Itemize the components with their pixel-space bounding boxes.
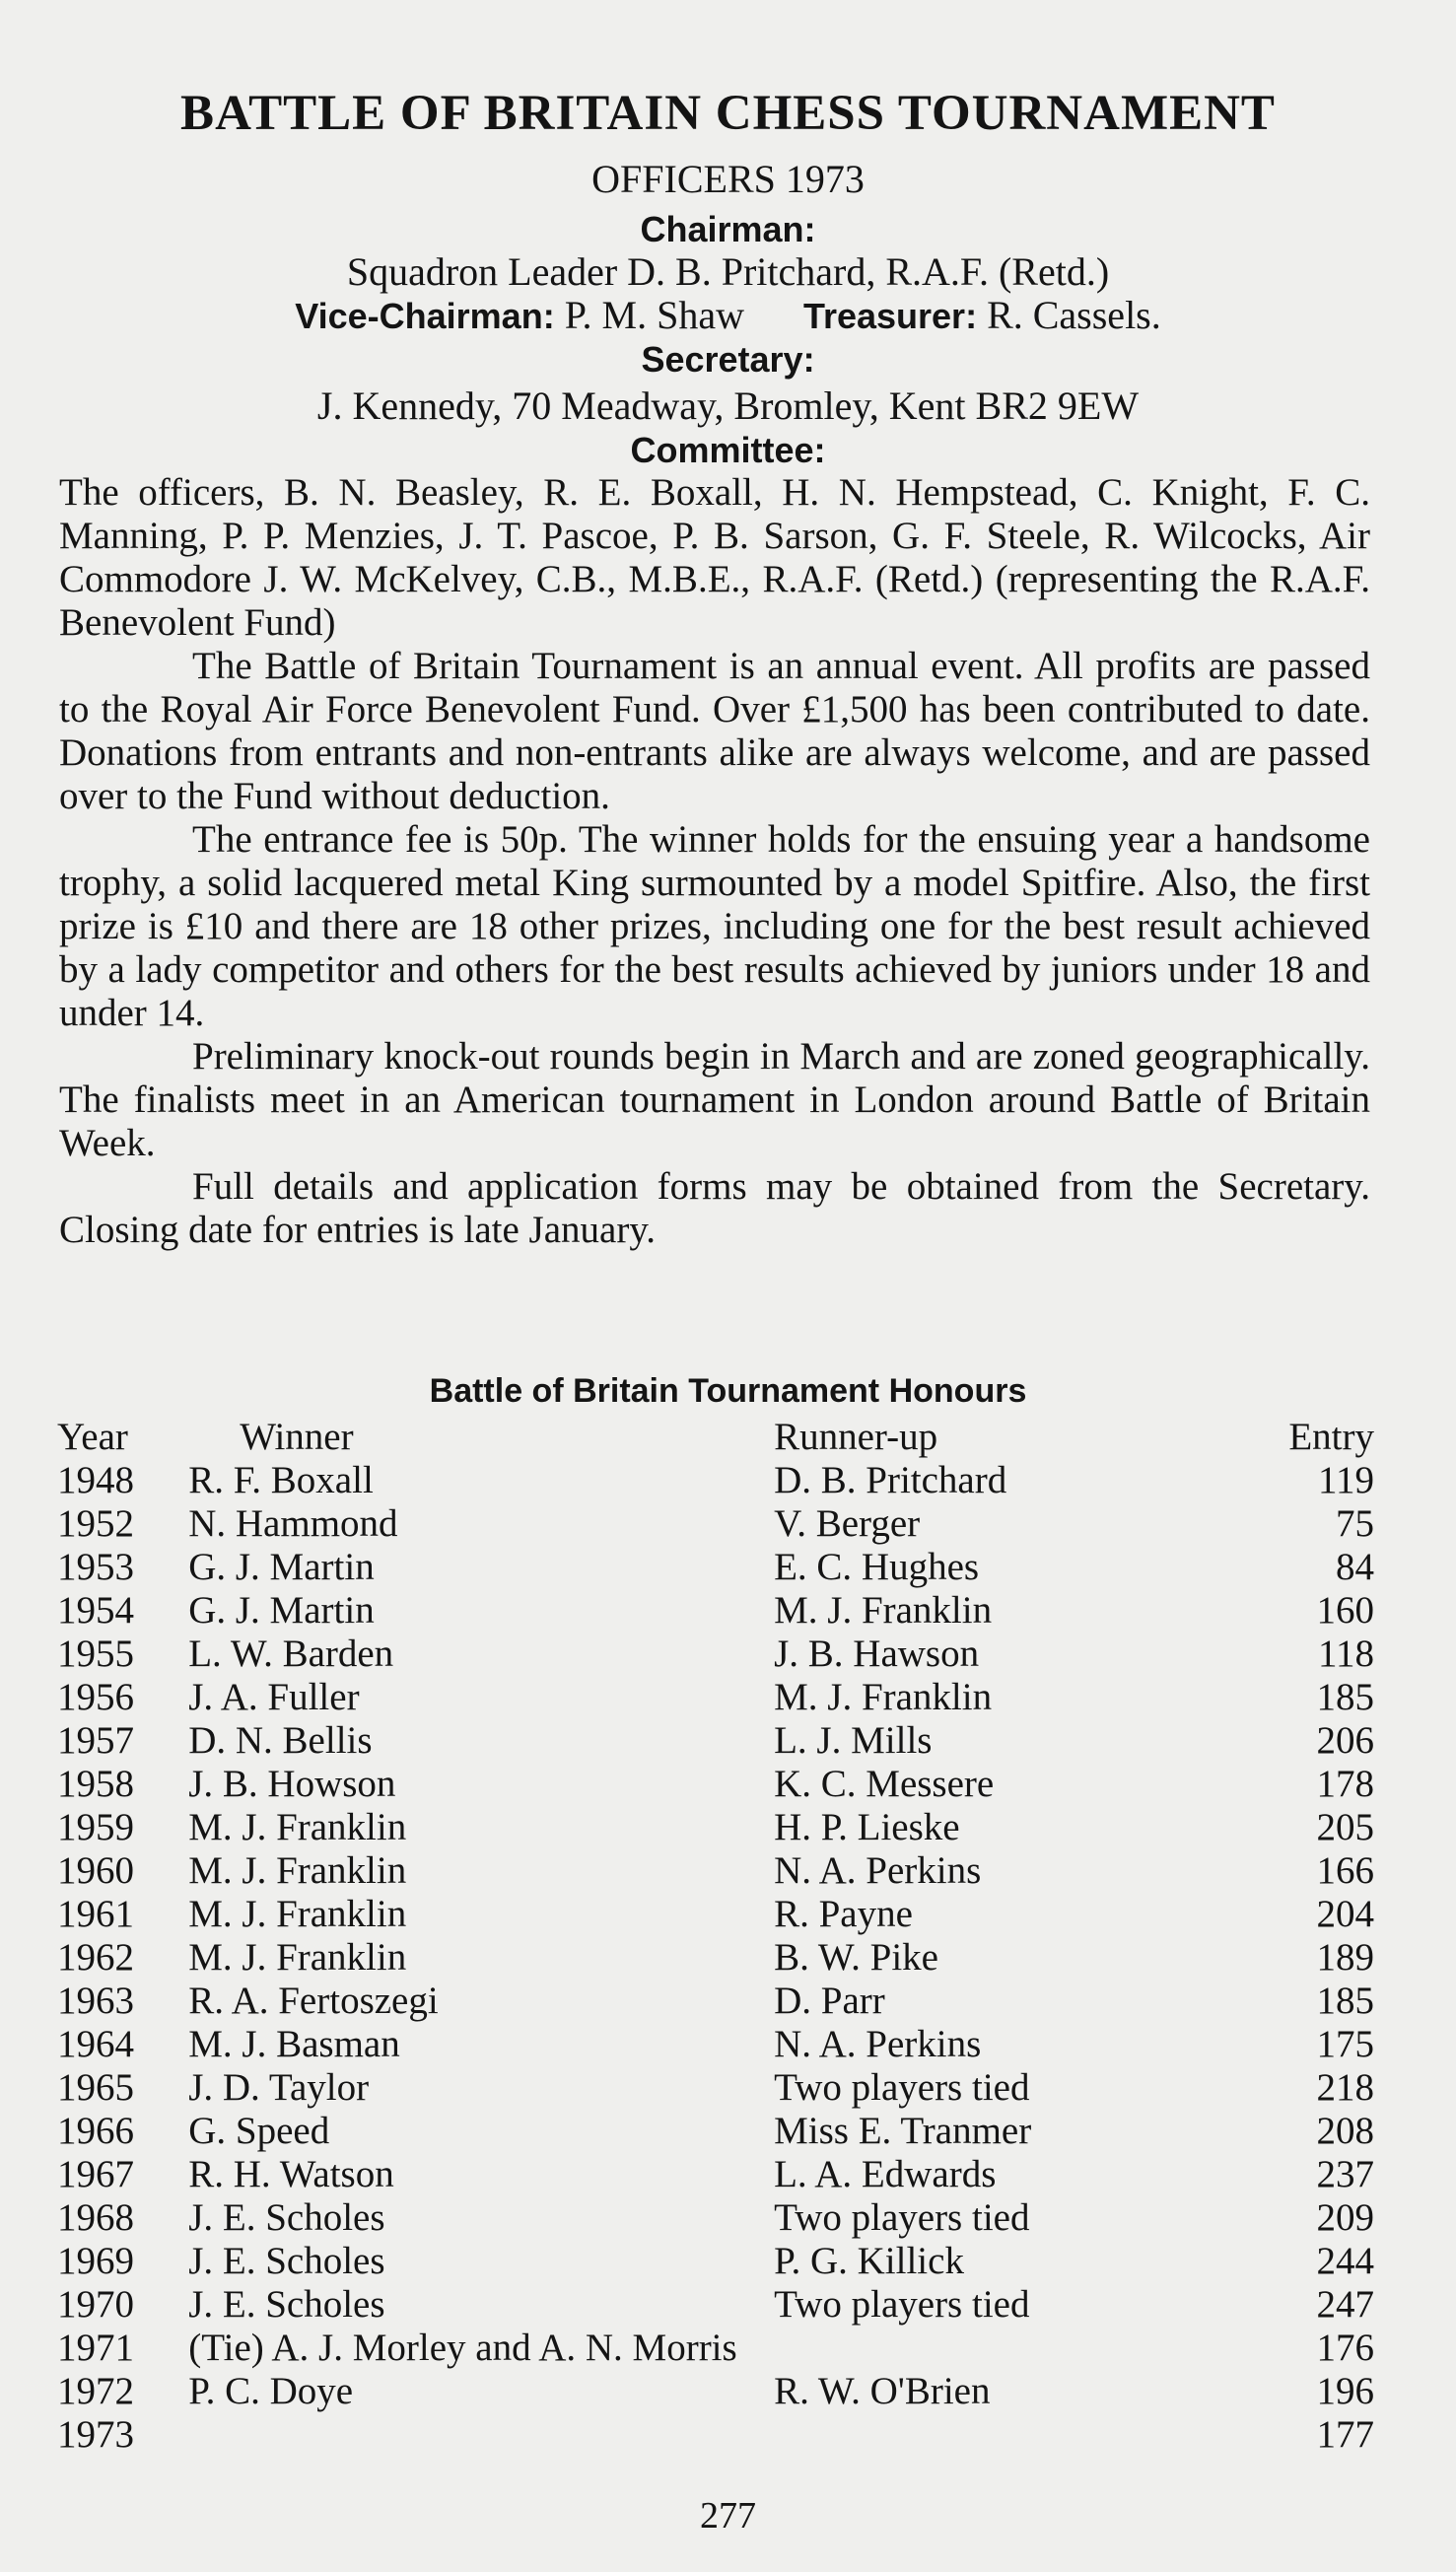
cell-entry: 119: [1317, 1459, 1374, 1501]
secretary-label: [0, 337, 1456, 382]
cell-entry: 166: [1316, 1849, 1374, 1892]
cell-year: 1954: [57, 1589, 134, 1632]
table-row: [57, 1546, 1374, 1589]
cell-year: 1966: [57, 2110, 134, 2152]
cell-year: 1948: [57, 1459, 134, 1501]
table-row: [57, 1893, 1374, 1936]
cell-entry: 237: [1316, 2153, 1374, 2195]
cell-year: 1960: [57, 1849, 134, 1892]
table-row: [57, 2370, 1374, 2413]
header-runner-up: Runner-up: [774, 1416, 938, 1458]
secretary-label-text: Secretary:: [641, 339, 815, 380]
cell-runner-up: N. A. Perkins: [774, 1849, 982, 1892]
cell-winner: N. Hammond: [188, 1502, 398, 1545]
cell-winner: M. J. Franklin: [188, 1893, 407, 1935]
cell-year: 1973: [57, 2413, 134, 2456]
cell-year: 1959: [57, 1806, 134, 1848]
page-number: 277: [700, 2495, 756, 2537]
header-entry: Entry: [1288, 1416, 1374, 1458]
cell-entry: 204: [1316, 1893, 1374, 1935]
cell-year: 1967: [57, 2153, 134, 2195]
chairman-label: [0, 207, 1456, 251]
honours-table: [57, 1416, 1374, 2457]
cell-entry: 160: [1316, 1589, 1374, 1632]
cell-entry: 185: [1316, 1980, 1374, 2022]
vice-chairman-name: P. M. Shaw: [564, 293, 744, 337]
cell-entry: 185: [1316, 1676, 1374, 1718]
cell-runner-up: E. C. Hughes: [774, 1546, 980, 1588]
cell-runner-up: L. A. Edwards: [774, 2153, 997, 2195]
table-row: [57, 1936, 1374, 1980]
table-row: [57, 1589, 1374, 1633]
cell-year: 1963: [57, 1980, 134, 2022]
header-year: Year: [57, 1416, 128, 1458]
cell-year: 1964: [57, 2023, 134, 2065]
cell-runner-up: D. B. Pritchard: [774, 1459, 1007, 1501]
cell-winner: M. J. Franklin: [188, 1849, 407, 1892]
cell-winner: J. D. Taylor: [188, 2066, 370, 2109]
cell-winner: J. E. Scholes: [188, 2283, 385, 2326]
cell-winner: D. N. Bellis: [188, 1719, 373, 1762]
honours-title: Battle of Britain Tournament Honours: [429, 1372, 1027, 1410]
cell-runner-up: Two players tied: [774, 2283, 1030, 2326]
paragraph: The Battle of Britain Tournament is an annual event. All profits are passed to the Royal Air Force Benevolent Fund. Over £1,500 has been contributed to date. Donations from entrants and non-entrants alike are always welcome, and are passed over to the Fund without deduction.: [59, 645, 1370, 817]
table-row: [57, 1849, 1374, 1893]
cell-year: 1961: [57, 1893, 134, 1935]
cell-year: 1968: [57, 2196, 134, 2239]
table-row: [57, 2240, 1374, 2283]
cell-runner-up: J. B. Hawson: [774, 1633, 980, 1675]
honours-header-row: [57, 1416, 1374, 1459]
table-row: [57, 1806, 1374, 1849]
paragraph: The entrance fee is 50p. The winner holds for the ensuing year a handsome trophy, a solid lacquered metal King surmounted by a model Spitfire. Also, the first prize is £10 and there are 18 other prizes, including one for the best result achieved by a lady competitor and others for the best results achieved by juniors under 18 and under 14.: [59, 818, 1370, 1034]
cell-runner-up: Two players tied: [774, 2196, 1030, 2239]
cell-year: 1956: [57, 1676, 134, 1718]
cell-year: 1957: [57, 1719, 134, 1762]
chairman-label-text: Chairman:: [640, 209, 816, 249]
cell-entry: 178: [1316, 1763, 1374, 1805]
cell-runner-up: D. Parr: [774, 1980, 885, 2022]
table-row: [57, 2023, 1374, 2066]
vice-treasurer-line: [0, 294, 1456, 338]
cell-entry: 177: [1316, 2413, 1374, 2456]
cell-runner-up: M. J. Franklin: [774, 1676, 993, 1718]
cell-winner: P. C. Doye: [188, 2370, 354, 2412]
cell-winner: G. J. Martin: [188, 1546, 375, 1588]
table-row: [57, 1763, 1374, 1806]
cell-year: 1952: [57, 1502, 134, 1545]
committee-text: The officers, B. N. Beasley, R. E. Boxall, H. N. Hempstead, C. Knight, F. C. Manning, P. P. Menzies, J. T. Pascoe, P. B. Sarson, G. F. Steele, R. Wilcocks, Air Commodore J. W. McKelvey, C.B., M.B.E., R.A.F. (Retd.) (representing the R.A.F. Benevolent Fund): [59, 471, 1370, 644]
table-row: [57, 2283, 1374, 2327]
cell-entry: 75: [1336, 1502, 1374, 1545]
cell-entry: 175: [1316, 2023, 1374, 2065]
cell-runner-up: R. Payne: [774, 1893, 913, 1935]
committee-label-text: Committee:: [630, 430, 826, 470]
table-row: [57, 2196, 1374, 2240]
cell-runner-up: K. C. Messere: [774, 1763, 995, 1805]
cell-year: 1971: [57, 2327, 134, 2369]
page-title: BATTLE OF BRITAIN CHESS TOURNAMENT: [180, 86, 1276, 141]
cell-winner: R. A. Fertoszegi: [188, 1980, 439, 2022]
cell-winner: G. J. Martin: [188, 1589, 375, 1632]
chairman-name: Squadron Leader D. B. Pritchard, R.A.F. (Retd.): [346, 249, 1110, 294]
cell-entry: 118: [1317, 1633, 1374, 1675]
paragraph: Preliminary knock-out rounds begin in March and are zoned geographically. The finalists meet in an American tournament in London around Battle of Britain Week.: [59, 1035, 1370, 1164]
cell-year: 1955: [57, 1633, 134, 1675]
cell-entry: 205: [1316, 1806, 1374, 1848]
cell-year: 1970: [57, 2283, 134, 2326]
cell-year: 1972: [57, 2370, 134, 2412]
cell-winner: M. J. Franklin: [188, 1806, 407, 1848]
cell-winner: M. J. Basman: [188, 2023, 400, 2065]
cell-year: 1953: [57, 1546, 134, 1588]
table-row: [57, 1676, 1374, 1719]
cell-runner-up: Two players tied: [774, 2066, 1030, 2109]
cell-runner-up: L. J. Mills: [774, 1719, 933, 1762]
table-row: [57, 2110, 1374, 2153]
cell-runner-up: [774, 2413, 1288, 2457]
cell-winner: [188, 2413, 774, 2457]
body-text: [59, 471, 1370, 1252]
cell-runner-up: V. Berger: [774, 1502, 921, 1545]
cell-year: 1958: [57, 1763, 134, 1805]
cell-year: 1969: [57, 2240, 134, 2282]
table-row: [57, 2153, 1374, 2196]
cell-winner: L. W. Barden: [188, 1633, 394, 1675]
committee-label: [0, 428, 1456, 472]
table-row: [57, 1633, 1374, 1676]
cell-entry: 244: [1316, 2240, 1374, 2282]
cell-runner-up: R. W. O'Brien: [774, 2370, 991, 2412]
table-row: [57, 2413, 1374, 2457]
cell-winner: (Tie) A. J. Morley and A. N. Morris: [188, 2327, 737, 2369]
officers-heading: OFFICERS 1973: [591, 157, 865, 201]
header-winner: Winner: [240, 1416, 354, 1458]
cell-winner: J. A. Fuller: [188, 1676, 360, 1718]
cell-entry: 189: [1316, 1936, 1374, 1979]
treasurer-label: Treasurer:: [802, 296, 978, 336]
cell-winner: G. Speed: [188, 2110, 330, 2152]
table-row: [57, 2066, 1374, 2110]
cell-entry: 196: [1316, 2370, 1374, 2412]
cell-entry: 208: [1316, 2110, 1374, 2152]
table-row: [57, 1459, 1374, 1502]
cell-runner-up: B. W. Pike: [774, 1936, 938, 1979]
cell-entry: 206: [1316, 1719, 1374, 1762]
table-row: [57, 1719, 1374, 1763]
cell-runner-up: M. J. Franklin: [774, 1589, 993, 1632]
cell-winner: J. B. Howson: [188, 1763, 396, 1805]
cell-entry: 247: [1316, 2283, 1374, 2326]
cell-entry: 176: [1316, 2327, 1374, 2369]
table-row: [57, 1502, 1374, 1546]
cell-winner: R. F. Boxall: [188, 1459, 374, 1501]
cell-runner-up: P. G. Killick: [774, 2240, 964, 2282]
cell-runner-up: N. A. Perkins: [774, 2023, 982, 2065]
cell-entry: 84: [1336, 1546, 1374, 1588]
vice-chairman-label: Vice-Chairman:: [295, 296, 555, 336]
cell-runner-up: H. P. Lieske: [774, 1806, 960, 1848]
cell-entry: 218: [1316, 2066, 1374, 2109]
cell-runner-up: Miss E. Tranmer: [774, 2110, 1032, 2152]
cell-entry: 209: [1316, 2196, 1374, 2239]
cell-winner: M. J. Franklin: [188, 1936, 407, 1979]
table-row: [57, 2327, 1374, 2370]
secretary-address: J. Kennedy, 70 Meadway, Bromley, Kent BR2 9EW: [316, 383, 1140, 428]
table-row: [57, 1980, 1374, 2023]
cell-winner: J. E. Scholes: [188, 2240, 385, 2282]
paragraph: Full details and application forms may be obtained from the Secretary. Closing date for entries is late January.: [59, 1165, 1370, 1251]
cell-year: 1962: [57, 1936, 134, 1979]
cell-winner: J. E. Scholes: [188, 2196, 385, 2239]
cell-year: 1965: [57, 2066, 134, 2109]
cell-winner: R. H. Watson: [188, 2153, 394, 2195]
treasurer-name: R. Cassels.: [987, 293, 1161, 337]
honours-body: [57, 1459, 1374, 2457]
